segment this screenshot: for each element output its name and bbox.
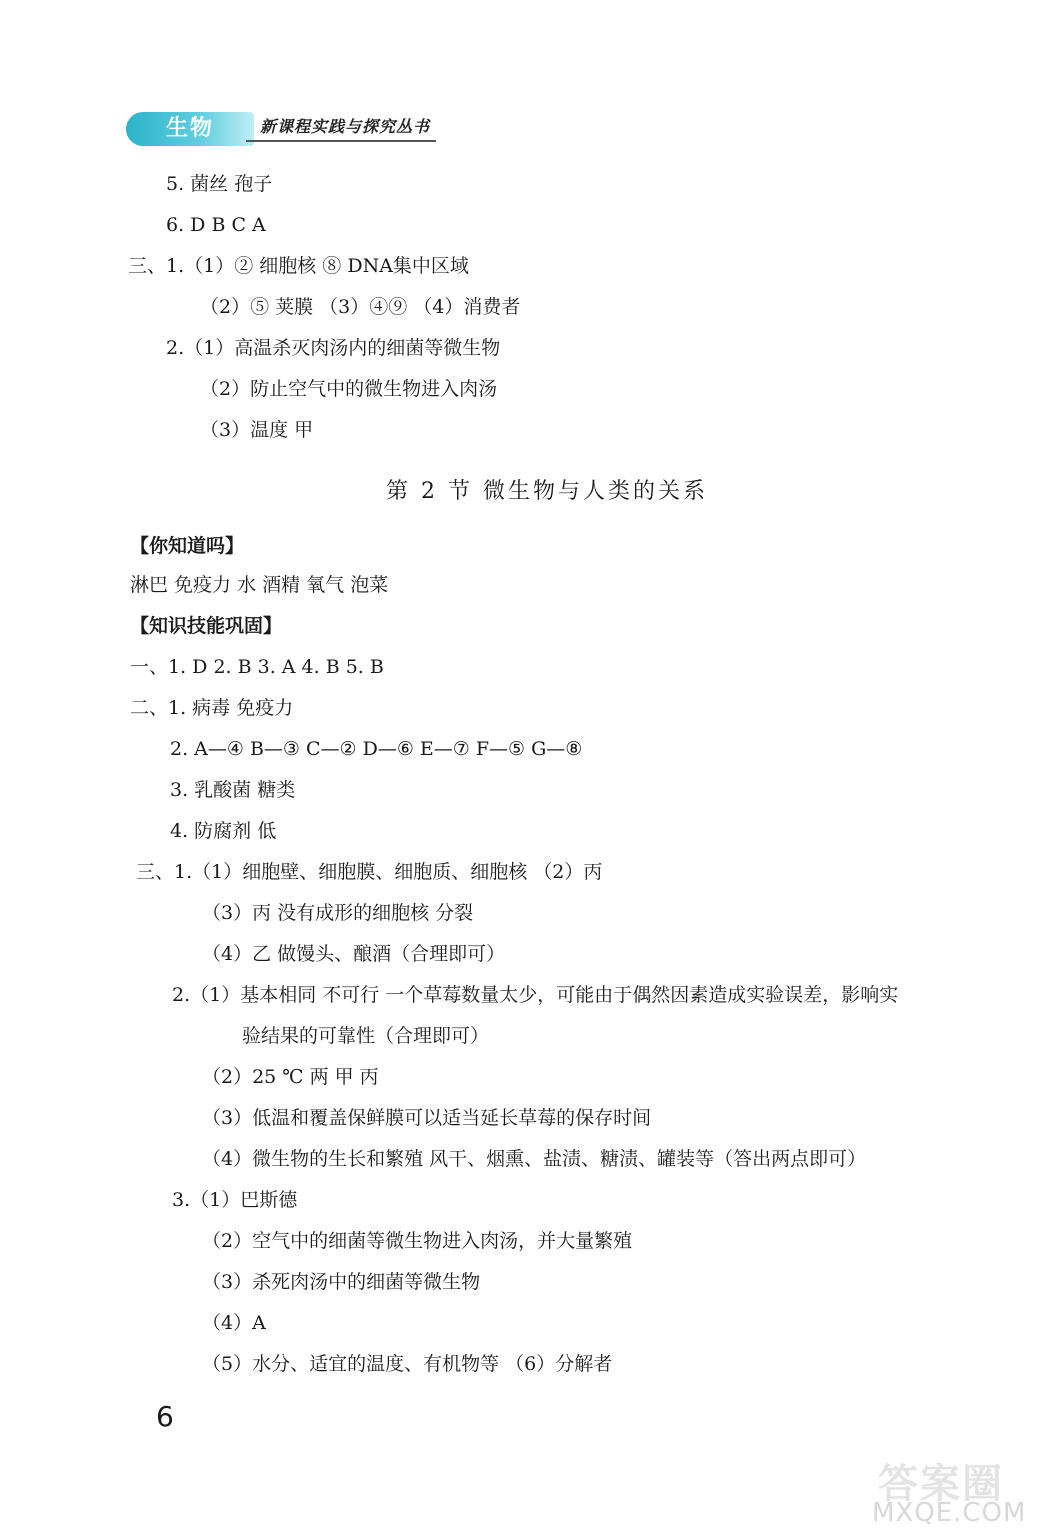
answer-line: （2）⑤ 荚膜 （3）④⑨ （4）消费者 [200,296,521,318]
answer-line: （2）防止空气中的微生物进入肉汤 [200,378,498,400]
answer-line: 3. 乳酸菌 糖类 [170,779,296,801]
answer-line: 2.（1）高温杀灭肉汤内的细菌等微生物 [166,337,501,359]
answer-line: （4）乙 做馒头、酿酒（合理即可） [202,943,506,965]
watermark [872,1452,1032,1532]
answer-line: 3.（1）巴斯德 [172,1189,298,1211]
watermark-site: MXQE.COM [872,1498,1027,1528]
know-answers: 淋巴 免疫力 水 酒精 氧气 泡菜 [130,574,389,596]
watermark-logo: 答案圈 [878,1461,1004,1507]
answer-line: 4. 防腐剂 低 [170,820,277,842]
answer-line: 6. D B C A [166,214,266,236]
answer-line: （2）空气中的细菌等微生物进入肉汤，并大量繁殖 [202,1230,633,1252]
answer-line: 一、1. D 2. B 3. A 4. B 5. B [130,656,384,678]
header-rule [246,140,436,142]
page-number: 6 [156,1400,174,1433]
section-title: 第 2 节 微生物与人类的关系 [386,479,708,504]
answer-line: （4）A [202,1312,266,1334]
subject-badge: 生物 [126,112,254,146]
answer-line: 验结果的可靠性（合理即可） [242,1025,490,1047]
answer-line: 三、1.（1）② 细胞核 ⑧ DNA集中区域 [128,255,469,277]
answer-line: 三、1.（1）细胞壁、细胞膜、细胞质、细胞核 （2）丙 [136,861,603,883]
page-header [126,108,436,148]
answer-line: （5）水分、适宜的温度、有机物等 （6）分解者 [202,1353,613,1375]
answer-line: 5. 菌丝 孢子 [166,173,273,195]
heading-skills: 【知识技能巩固】 [130,615,283,637]
answer-line: （3）低温和覆盖保鲜膜可以适当延长草莓的保存时间 [202,1107,652,1129]
answer-line: （4）微生物的生长和繁殖 风干、烟熏、盐渍、糖渍、罐装等（答出两点即可） [202,1148,867,1170]
answer-line: （3）丙 没有成形的细胞核 分裂 [202,902,474,924]
answer-line: （2）25 ℃ 两 甲 丙 [202,1066,379,1088]
answer-line: （3）温度 甲 [200,419,314,441]
answer-line: 2. A—④ B—③ C—② D—⑥ E—⑦ F—⑤ G—⑧ [170,738,583,760]
answer-line: 2.（1）基本相同 不可行 一个草莓数量太少，可能由于偶然因素造成实验误差，影响实 [172,984,899,1006]
series-title: 新课程实践与探究丛书 [260,117,431,136]
answer-line: （3）杀死肉汤中的细菌等微生物 [202,1271,481,1293]
heading-know: 【你知道吗】 [130,535,245,557]
answer-line: 二、1. 病毒 免疫力 [130,697,294,719]
